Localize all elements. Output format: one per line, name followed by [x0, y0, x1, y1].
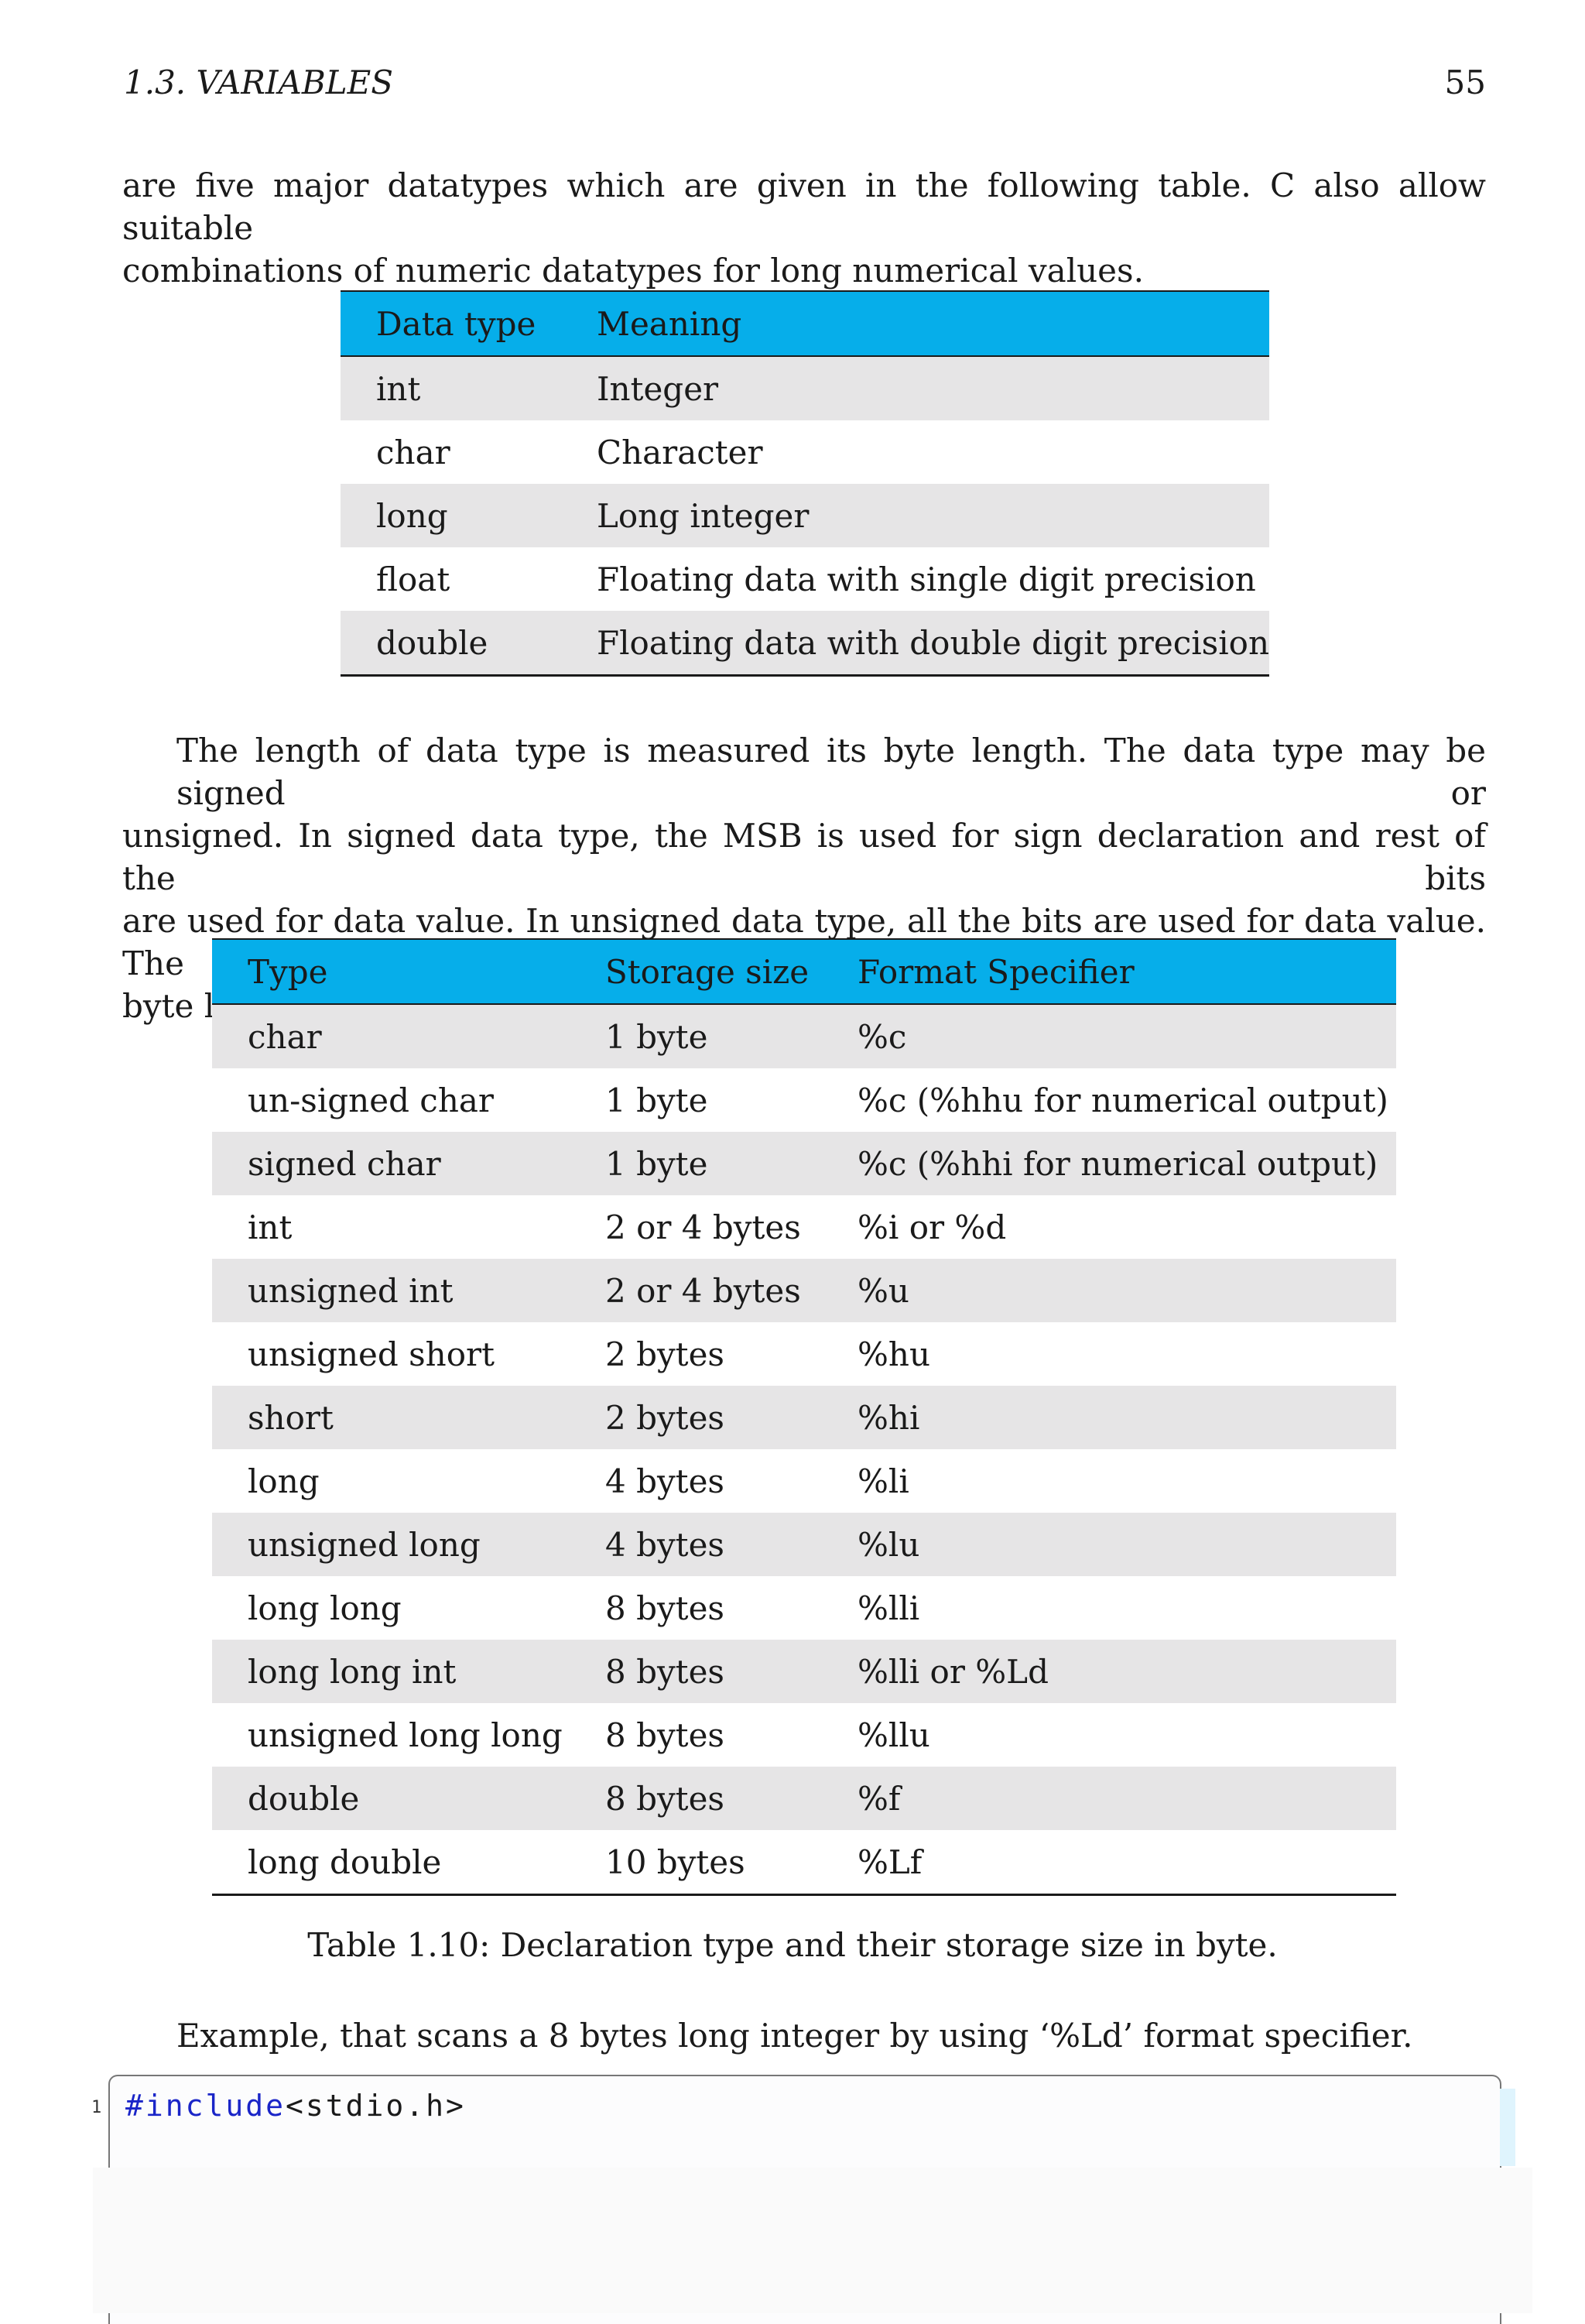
table-row: [212, 1386, 1396, 1449]
paragraph-line: unsigned. In signed data type, the MSB is used for sign declaration and rest of the bits: [122, 817, 1486, 897]
paragraph-line: are used for data value. In unsigned data type, all the bits are used for data value. The: [122, 902, 1486, 982]
table-cell: 2 bytes: [605, 1398, 724, 1437]
table-caption: Table 1.10: Declaration type and their storage size in byte.: [307, 1926, 1278, 1964]
table-row: [212, 1703, 1396, 1767]
table-row: [341, 420, 1269, 484]
table-cell: int: [376, 369, 421, 408]
table-row: [341, 547, 1269, 611]
table-body: [341, 356, 1269, 676]
page-fade: [93, 2168, 1532, 2313]
table-cell: long long: [248, 1589, 402, 1627]
table-cell: 1 byte: [605, 1081, 708, 1119]
table-cell: unsigned long long: [248, 1716, 563, 1754]
table-row: [212, 1259, 1396, 1322]
table-cell: 4 bytes: [605, 1525, 724, 1564]
datatype-table: [341, 290, 1269, 677]
table-cell: %hi: [858, 1398, 920, 1437]
table-cell: 10 bytes: [605, 1842, 745, 1881]
code-line: [125, 2089, 466, 2123]
table-header-row: [212, 939, 1396, 1004]
table-cell: long: [376, 496, 448, 535]
table-cell: %Lf: [858, 1842, 923, 1881]
table-cell: char: [376, 433, 450, 471]
table-cell: long: [248, 1462, 320, 1500]
table-cell: double: [248, 1779, 360, 1818]
table-cell: %lli: [858, 1589, 920, 1627]
column-header: Meaning: [596, 304, 742, 343]
table-row: [212, 1767, 1396, 1830]
table-row: [212, 1068, 1396, 1132]
column-header: Type: [248, 952, 328, 991]
table-cell: 8 bytes: [605, 1716, 724, 1754]
table-cell: 1 byte: [605, 1144, 708, 1183]
table-cell: Character: [596, 433, 763, 471]
column-header: Storage size: [605, 952, 810, 991]
table-cell: Long integer: [596, 496, 810, 535]
table-row: [212, 1195, 1396, 1259]
table-cell: un-signed char: [248, 1081, 494, 1119]
table-cell: short: [248, 1398, 334, 1437]
table-cell: %c (%hhi for numerical output): [858, 1144, 1378, 1183]
paragraph-line: The length of data type is measured its byte length. The data type may be signed or: [176, 732, 1486, 812]
table-cell: 8 bytes: [605, 1779, 724, 1818]
table-cell: double: [376, 623, 488, 662]
table-cell: %c: [858, 1017, 907, 1056]
table-cell: Floating data with single digit precision: [596, 560, 1256, 598]
table-row: [212, 1322, 1396, 1386]
running-head-section: 1.3. VARIABLES: [124, 63, 394, 101]
table-cell: 1 byte: [605, 1017, 708, 1056]
table-row: [212, 1449, 1396, 1513]
table-cell: unsigned short: [248, 1335, 495, 1373]
table-row: [212, 1640, 1396, 1703]
table-row: [341, 611, 1269, 676]
table-cell: 2 bytes: [605, 1335, 724, 1373]
table-row: [341, 484, 1269, 547]
storage-size-table: [212, 938, 1396, 1896]
table-cell: long double: [248, 1842, 442, 1881]
table-cell: %u: [858, 1271, 909, 1310]
intro-paragraph: [122, 164, 1486, 292]
table-cell: char: [248, 1017, 322, 1056]
table-row: [212, 1132, 1396, 1195]
page-number: 55: [1444, 63, 1486, 101]
table-cell: unsigned int: [248, 1271, 454, 1310]
column-header: Format Specifier: [858, 952, 1135, 991]
table-row: [212, 1004, 1396, 1068]
column-header: Data type: [376, 304, 536, 343]
table-cell: 2 or 4 bytes: [605, 1208, 801, 1246]
table-cell: %hu: [858, 1335, 931, 1373]
table-cell: 8 bytes: [605, 1589, 724, 1627]
table-cell: %c (%hhu for numerical output): [858, 1081, 1388, 1119]
table-cell: 4 bytes: [605, 1462, 724, 1500]
table-cell: %f: [858, 1779, 901, 1818]
table-cell: %i or %d: [858, 1208, 1007, 1246]
table-cell: Integer: [596, 369, 719, 408]
table-cell: long long int: [248, 1652, 457, 1691]
paragraph-line: are five major datatypes which are given in the following table. C also allow suitable: [122, 166, 1486, 247]
table-header-row: [341, 291, 1269, 356]
table-cell: Floating data with double digit precision: [596, 623, 1269, 662]
table-row: [212, 1830, 1396, 1895]
table-cell: %llu: [858, 1716, 930, 1754]
table-cell: %li: [858, 1462, 909, 1500]
table-cell: 8 bytes: [605, 1652, 724, 1691]
table-cell: %lu: [858, 1525, 920, 1564]
table-cell: float: [376, 560, 450, 598]
paragraph-line: combinations of numeric datatypes for long numerical values.: [122, 252, 1144, 290]
paragraph-line: byte length of different data type are given in following table.: [122, 987, 1142, 1025]
code-text: <stdio.h>: [286, 2089, 466, 2123]
code-line-number: 1: [91, 2098, 102, 2117]
table-cell: %lli or %Ld: [858, 1652, 1049, 1691]
table-cell: 2 or 4 bytes: [605, 1271, 801, 1310]
table-body: [212, 1004, 1396, 1895]
table-row: [341, 356, 1269, 420]
code-scroll-shade: [1500, 2089, 1515, 2166]
table-cell: int: [248, 1208, 293, 1246]
table-row: [212, 1513, 1396, 1576]
table-cell: unsigned long: [248, 1525, 481, 1564]
code-keyword: #include: [125, 2089, 286, 2123]
table-row: [212, 1576, 1396, 1640]
table-cell: signed char: [248, 1144, 441, 1183]
example-text: Example, that scans a 8 bytes long integer by using ‘%Ld’ format specifier.: [176, 2017, 1413, 2055]
